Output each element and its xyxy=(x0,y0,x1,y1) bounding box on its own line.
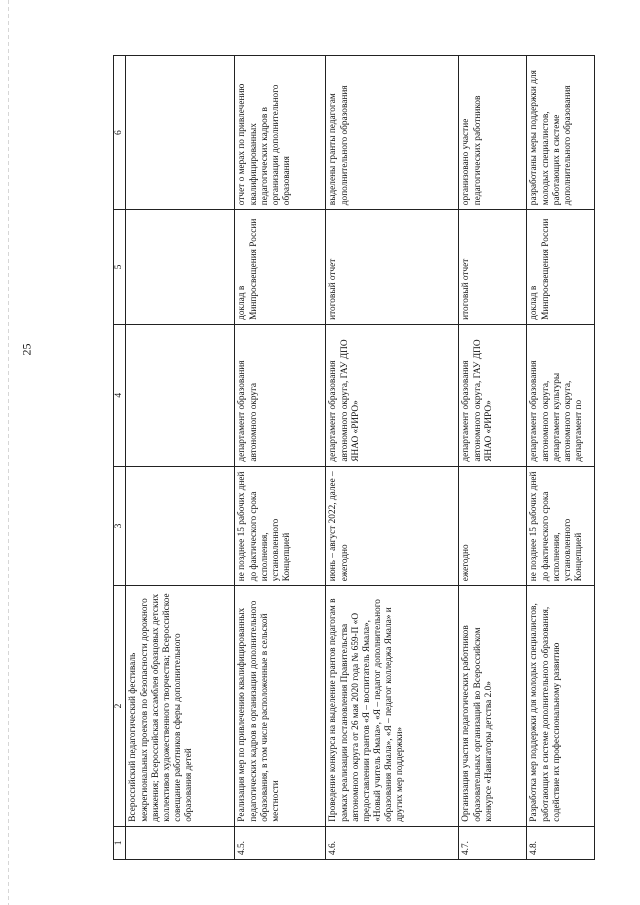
page-number: 25 xyxy=(19,343,34,356)
cell-num: 4.6. xyxy=(326,826,459,859)
cell-result: разработаны меры поддержки для молодых специалистов, работающих в системе дополнительного образования xyxy=(527,56,595,210)
cell-num xyxy=(126,826,235,859)
cell-doc: итоговый отчет xyxy=(326,210,459,325)
rotated-table-container xyxy=(113,55,604,860)
cell-term: не позднее 15 рабочих дней до фактического срока исполнения, установленного Концепцией xyxy=(235,466,326,586)
header-col-2: 2 xyxy=(114,586,126,826)
cell-term: июнь – август 2022, далее – ежегодно xyxy=(326,466,459,586)
hole-punch-margin xyxy=(8,0,9,905)
cell-executor xyxy=(126,324,235,466)
header-col-3: 3 xyxy=(114,466,126,586)
cell-result: выделены гранты педагогам дополнительного образования xyxy=(326,56,459,210)
cell-result: организовано участие педагогических работников xyxy=(459,56,527,210)
table-header-row xyxy=(114,56,126,860)
cell-event: Организация участия педагогических работников образовательных организаций во Всероссийском конкурсе «Навигаторы детства 2.0» xyxy=(459,586,527,826)
cell-doc: итоговый отчет xyxy=(459,210,527,325)
table-row xyxy=(459,56,527,860)
header-col-4: 4 xyxy=(114,324,126,466)
header-col-5: 5 xyxy=(114,210,126,325)
cell-doc: доклад в Минпросвещения России xyxy=(527,210,595,325)
table-row xyxy=(235,56,326,860)
cell-num: 4.7. xyxy=(459,826,527,859)
cell-executor: департамент образования автономного округа, ГАУ ДПО ЯНАО «РИРО» xyxy=(326,324,459,466)
cell-event: Реализация мер по привлечению квалифицированных педагогических кадров в организации дополнительного образования, в том числе расположенные в сельской местности xyxy=(235,586,326,826)
cell-result xyxy=(126,56,235,210)
header-col-6: 6 xyxy=(114,56,126,210)
cell-doc: доклад в Минпросвещения России xyxy=(235,210,326,325)
cell-doc xyxy=(126,210,235,325)
cell-term: не позднее 15 рабочих дней до фактического срока исполнения, установленного Концепцией xyxy=(527,466,595,586)
header-col-1: 1 xyxy=(114,826,126,859)
cell-event: Проведение конкурса на выделение грантов педагогам в рамках реализации постановления Правительства автономного округа от 26 мая 2020 года № 659-П «О предоставлении грантов «Я – воспитатель Ямала», «Новый учитель Ямала», «Я – педагог дополнительного образования Ямала», «Я – педагог колледжа Ямала» и других мер поддержки» xyxy=(326,586,459,826)
cell-event: Разработка мер поддержки для молодых специалистов, работающих в системе дополнительного образования, содействие их профессиональному развитию xyxy=(527,586,595,826)
plan-table xyxy=(113,55,595,860)
table-row-continuation xyxy=(126,56,235,860)
table-row xyxy=(527,56,595,860)
cell-num: 4.5. xyxy=(235,826,326,859)
cell-executor: департамент образования автономного округа, ГАУ ДПО ЯНАО «РИРО» xyxy=(459,324,527,466)
cell-term xyxy=(126,466,235,586)
cell-num: 4.8. xyxy=(527,826,595,859)
cell-term: ежегодно xyxy=(459,466,527,586)
table-row xyxy=(326,56,459,860)
cell-executor: департамент образования автономного округа, департамент культуры автономного округа, департамент по xyxy=(527,324,595,466)
cell-result: отчет о мерах по привлечению квалифицированных педагогических кадров в организации дополнительного образования xyxy=(235,56,326,210)
cell-executor: департамент образования автономного округа xyxy=(235,324,326,466)
cell-event: Всероссийский педагогический фестиваль межрегиональных проектов по безопасности дорожного движения; Всероссийская ассамблея образцовых детских коллективов художественного творчества; Всероссийское совещание работников сферы дополнительного образования детей xyxy=(126,586,235,826)
